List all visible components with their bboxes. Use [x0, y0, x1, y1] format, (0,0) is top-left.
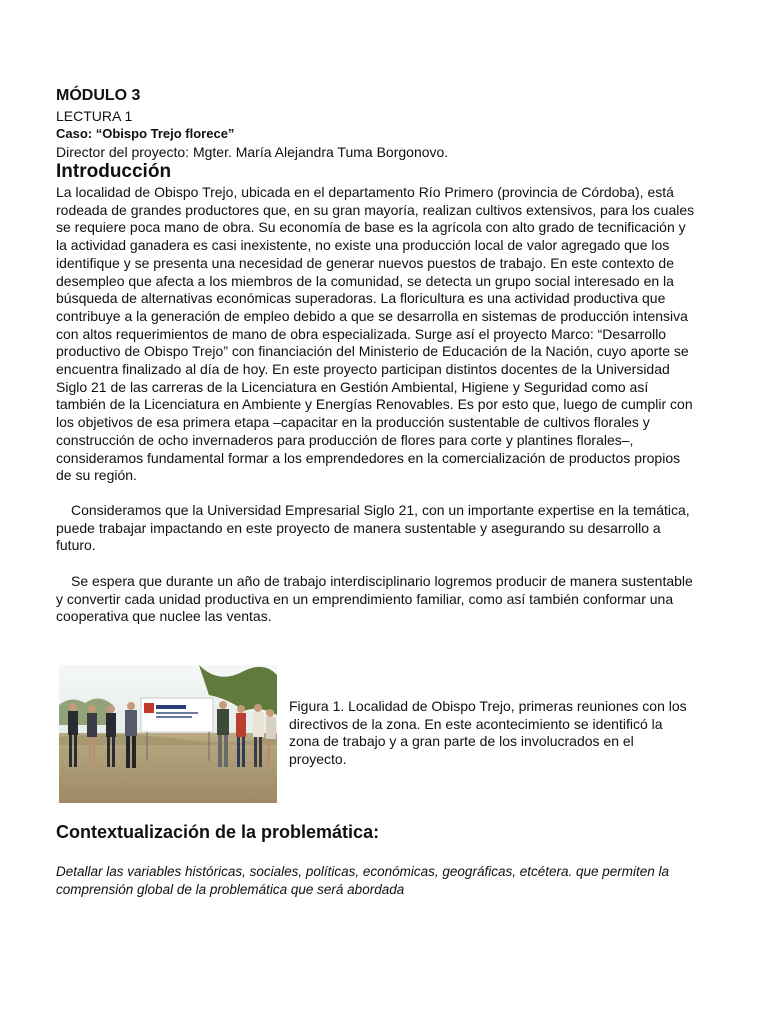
context-heading: Contextualización de la problemática:: [56, 822, 380, 842]
project-director: Director del proyecto: Mgter. María Alejandra Tuma Borgonovo.: [56, 144, 449, 160]
case-title: Caso: “Obispo Trejo florece”: [56, 126, 235, 141]
intro-paragraph-3: Se espera que durante un año de trabajo interdisciplinario logremos producir de manera sustentable y convertir cada unidad productiva en un emprendimiento familiar, como así también conformar una cooperativa que nuclee las ventas.: [56, 573, 693, 625]
figure-photo: [59, 665, 277, 803]
figure-caption: Figura 1. Localidad de Obispo Trejo, primeras reuniones con los directivos de la zona. En este acontecimiento se identificó la zona de trabajo y a gran parte de los involucrados en el proyecto.: [289, 698, 687, 768]
context-instructions: Detallar las variables históricas, sociales, políticas, económicas, geográficas, etcétera. que permiten la comprensión global de la problemática que será abordada: [56, 864, 670, 897]
intro-paragraph-1: La localidad de Obispo Trejo, ubicada en el departamento Río Primero (provincia de Córdoba), está rodeada de grandes productores que, en su gran mayoría, realizan cultivos extensivos, para los cuales se requiere poca mano de obra. Su economía de base es la agrícola con alto grado de tecnificación y la actividad ganadera es casi inexistente, no existe una producción local de valor agregado que los identifique y se presenta una necesidad de generar nuevos puestos de trabajo. En este contexto de desempleo que afecta a los miembros de la comunidad, se detecta un grupo social interesado en la búsqueda de alternativas económicas superadoras. La floricultura es una actividad productiva que contribuye a la generación de empleo debido a que se desarrolla en sistemas de producción intensiva con altos requerimientos de mano de obra especializada. Surge así el proyecto Marco: “Desarrollo productivo de Obispo Trejo” con financiación del Ministerio de Educación de la Nación, cuyo aporte se encuentra finalizado al día de hoy. En este proyecto participan distintos docentes de la Universidad Siglo 21 de las carreras de la Licenciatura en Gestión Ambiental, Higiene y Seguridad como así también de la Licenciatura en Ambiente y Energías Renovables. Es por esto que, luego de cumplir con los objetivos de esa primera etapa –capacitar en la producción sustentable de cultivos florales y construcción de ocho invernaderos para producción de flores para corte y plantines florales–, consideramos fundamental formar a los emprendedores en la comercialización de productos propios de su región.: [56, 184, 695, 484]
lectura-label: LECTURA 1: [56, 108, 133, 124]
introduction-heading: Introducción: [56, 161, 172, 182]
module-title: MÓDULO 3: [56, 87, 141, 104]
intro-paragraph-2: Consideramos que la Universidad Empresarial Siglo 21, con un importante expertise en la temática, puede trabajar impactando en este proyecto de manera sustentable y asegurando su desarrollo a futuro.: [56, 502, 690, 554]
group-photo-image: [59, 665, 277, 803]
